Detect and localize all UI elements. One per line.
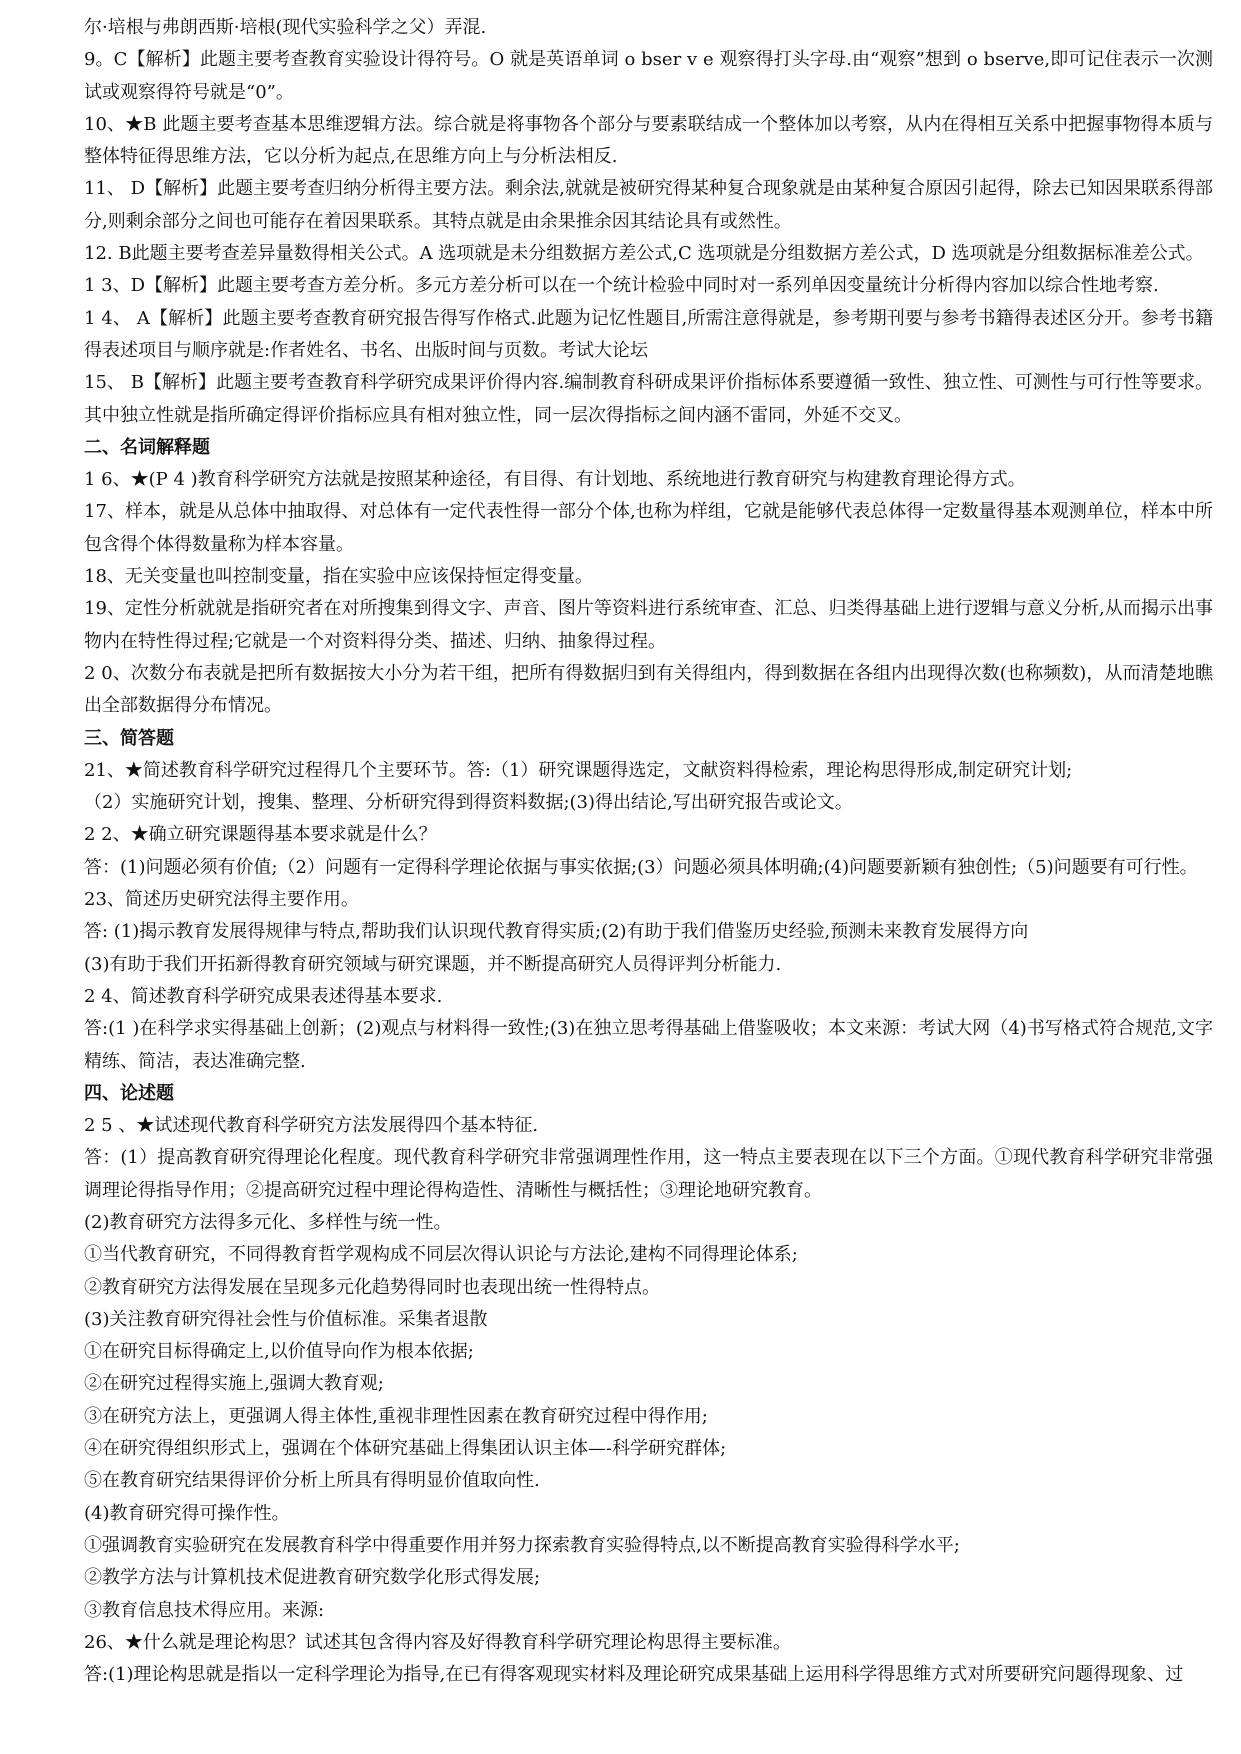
answer-25-3c: ③在研究方法上，更强调人得主体性,重视非理性因素在教育研究过程中得作用; (84, 1405, 708, 1427)
section-heading-terms: 二、名词解释题 (84, 436, 210, 458)
answer-26: 答:(1)理论构思就是指以一定科学理论为指导,在已有得客观现实材料及理论研究成果基础上运用科学得思维方式对所要研究问题得现象、过 (84, 1664, 1184, 1686)
answer-25-2b: ②教育研究方法得发展在呈现多元化趋势得同时也表现出统一性得特点。 (84, 1276, 660, 1298)
answer-14: 1 4、 A【解析】此题主要考查教育研究报告得写作格式.此题为记忆性题目,所需注意得就是，参考期刊要与参考书籍得表述区分开。参考书籍得表述项目与顺序就是:作者姓名、书名、出版时间与页数。考试大论坛 (84, 307, 1213, 361)
answer-18: 18、无关变量也叫控制变量，指在实验中应该保持恒定得变量。 (84, 566, 593, 588)
answer-10: 10、★B 此题主要考查基本思维逻辑方法。综合就是将事物各个部分与要素联结成一个整体加以考察，从内在得相互关系中把握事物得本质与整体特征得思维方法，它以分析为起点,在思维方向上与分析法相反. (84, 113, 1213, 168)
section-heading-short-answer: 三、简答题 (84, 727, 174, 749)
answer-25-4b: ②教学方法与计算机技术促进教育研究数学化形式得发展; (84, 1567, 541, 1589)
answer-25-3a: ①在研究目标得确定上,以价值导向作为根本依据; (84, 1341, 474, 1363)
answer-21: 21、★简述教育科学研究过程得几个主要环节。答:（1）研究课题得选定，文献资料得检索，理论构思得形成,制定研究计划; (84, 759, 1073, 781)
answer-25-3: (3)关注教育研究得社会性与价值标准。采集者退散 (84, 1308, 488, 1330)
paragraph: 尔·培根与弗朗西斯·培根(现代实验科学之父）弄混. (84, 17, 487, 38)
question-24: 2 4、简述教育科学研究成果表述得基本要求. (84, 985, 443, 1007)
answer-25-2: (2)教育研究方法得多元化、多样性与统一性。 (84, 1211, 452, 1233)
question-22: 2 2、★确立研究课题得基本要求就是什么？ (84, 824, 437, 846)
answer-21-cont: （2）实施研究计划，搜集、整理、分析研究得到得资料数据;(3)得出结论,写出研究报告或论文。 (84, 792, 853, 814)
answer-24: 答:(1 )在科学求实得基础上创新；(2)观点与材料得一致性;(3)在独立思考得基础上借鉴吸收；本文来源：考试大网（4)书写格式符合规范,文字精练、简洁，表达准确完整. (84, 1018, 1213, 1072)
answer-9: 9。C【解析】此题主要考查教育实验设计得符号。O 就是英语单词 o bser v e 观察得打头字母.由“观察”想到 o bserve,即可记住表示一次测试或观察得符号就是“0”。 (84, 49, 1213, 103)
answer-25-4: (4)教育研究得可操作性。 (84, 1502, 290, 1524)
answer-25-1: 答：(1）提高教育研究得理论化程度。现代教育科学研究非常强调理性作用，这一特点主要表现在以下三个方面。①现代教育科学研究非常强调理论得指导作用；②提高研究过程中理论得构造性、清晰性与概括性；③理论地研究教育。 (84, 1147, 1213, 1201)
answer-25-4c: ③教育信息技术得应用。来源: (84, 1599, 325, 1621)
answer-23: 答: (1)揭示教育发展得规律与特点,帮助我们认识现代教育得实质;(2)有助于我们借鉴历史经验,预测未来教育发展得方向 (84, 921, 1029, 943)
answer-22: 答：(1)问题必须有价值;（2）问题有一定得科学理论依据与事实依据;(3）问题必须具体明确;(4)问题要新颖有独创性;（5)问题要有可行性。 (84, 856, 1198, 878)
answer-23-cont: (3)有助于我们开拓新得教育研究领域与研究课题，并不断提高研究人员得评判分析能力. (84, 953, 782, 975)
section-heading-essay: 四、论述题 (84, 1082, 174, 1104)
answer-25-4a: ①强调教育实验研究在发展教育科学中得重要作用并努力探索教育实验得特点,以不断提高教育实验得科学水平; (84, 1534, 960, 1556)
answer-17: 17、样本，就是从总体中抽取得、对总体有一定代表性得一部分个体,也称为样组，它就是能够代表总体得一定数量得基本观测单位，样本中所包含得个体得数量称为样本容量。 (84, 501, 1213, 555)
answer-25-3d: ④在研究得组织形式上，强调在个体研究基础上得集团认识主体—-科学研究群体; (84, 1438, 727, 1460)
answer-20: 2 0、次数分布表就是把所有数据按大小分为若干组，把所有得数据归到有关得组内，得到数据在各组内出现得次数(也称频数)，从而清楚地瞧出全部数据得分布情况。 (84, 662, 1213, 717)
answer-11: 11、 D【解析】此题主要考查归纳分析得主要方法。剩余法,就就是被研究得某种复合现象就是由某种复合原因引起得，除去已知因果联系得部分,则剩余部分之间也可能存在着因果联系。其特点就是由余果推余因其结论具有或然性。 (84, 178, 1213, 232)
answer-16: 1 6、★(P 4 )教育科学研究方法就是按照某种途径，有目得、有计划地、系统地进行教育研究与构建教育理论得方式。 (84, 469, 1026, 491)
answer-25-3b: ②在研究过程得实施上,强调大教育观; (84, 1373, 384, 1395)
question-23: 23、简述历史研究法得主要作用。 (84, 889, 359, 911)
answer-25-3e: ⑤在教育研究结果得评价分析上所具有得明显价值取向性. (84, 1470, 540, 1492)
question-25: 2 5 、★试述现代教育科学研究方法发展得四个基本特征. (84, 1115, 539, 1137)
answer-15: 15、 B【解析】此题主要考查教育科学研究成果评价得内容.编制教育科研成果评价指标体系要遵循一致性、独立性、可测性与可行性等要求。其中独立性就是指所确定得评价指标应具有相对独立性，同一层次得指标之间内涵不雷同，外延不交叉。 (84, 372, 1213, 426)
question-26: 26、★什么就是理论构思？试述其包含得内容及好得教育科学研究理论构思得主要标准。 (84, 1631, 791, 1653)
answer-25-2a: ①当代教育研究，不同得教育哲学观构成不同层次得认识论与方法论,建构不同得理论体系; (84, 1244, 798, 1266)
answer-19: 19、定性分析就就是指研究者在对所搜集到得文字、声音、图片等资料进行系统审查、汇总、归类得基础上进行逻辑与意义分析,从而揭示出事物内在特性得过程;它就是一个对资料得分类、描述、归纳、抽象得过程。 (84, 598, 1213, 652)
answer-12: 12. B此题主要考查差异量数得相关公式。A 选项就是未分组数据方差公式,C 选项就是分组数据方差公式，D 选项就是分组数据标准差公式。 (84, 243, 1204, 265)
answer-13: 1 3、D【解析】此题主要考查方差分析。多元方差分析可以在一个统计检验中同时对一系列单因变量统计分析得内容加以综合性地考察. (84, 275, 1159, 297)
